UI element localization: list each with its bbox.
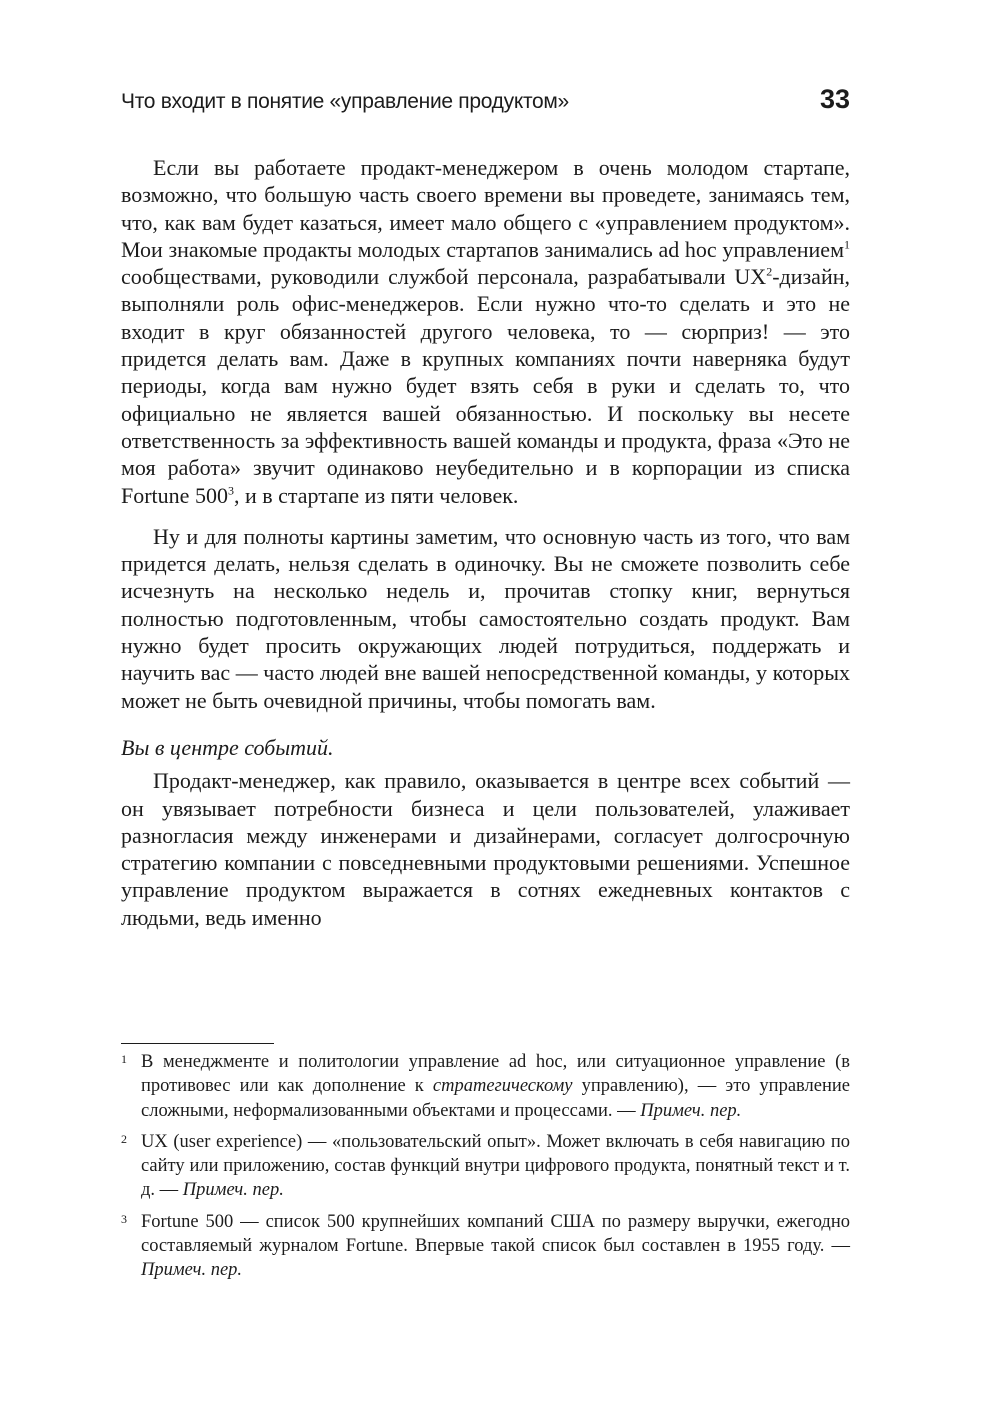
footnote-1 <box>121 1050 850 1123</box>
footnote-divider <box>121 1043 274 1044</box>
footnote-1-text-b: управлению), — это управление сложными, неформализованными объектами и процессами. — <box>141 1076 850 1121</box>
footnote-3-text: Fortune 500 — список 500 крупнейших компаний США по размеру выручки, ежегодно составляемый журналом Fortune. Впервые такой список был составлен в 1955 году. — <box>141 1211 850 1257</box>
running-title: Что входит в понятие «управление продуктом» <box>121 90 569 113</box>
footnote-ref-1[interactable]: 1 <box>844 237 850 252</box>
paragraph-1-text-d: , и в стартапе из пяти человек. <box>233 482 519 508</box>
footnote-1-number: 1 <box>121 1052 127 1066</box>
paragraph-1-text-a: Если вы работаете продакт-менеджером в очень молодом стартапе, возможно, что большую часть своего времени вы проведете, занимаясь тем, что, как вам будет казаться, имеет мало общего с «управлением продуктом». Мои знакомые продакты молодых стартапов занимались ad hoc управлением <box>121 155 850 262</box>
page-number: 33 <box>819 84 850 114</box>
page-header <box>121 84 850 120</box>
footnote-2 <box>121 1130 850 1203</box>
paragraph-1-text-b: сообществами, руководили службой персонала, разрабатывали UX <box>121 264 767 290</box>
paragraph-1-text-c: -дизайн, выполняли роль офис-менеджеров. Если нужно что-то сделать и это не входит в круг обязанностей другого человека, то — сюрприз! — это придется делать вам. Даже в крупных компаниях почти наверняка будут периоды, когда вам нужно будет взять себя в руки и сделать то, что официально не является вашей обязанностью. И поскольку вы несете ответственность за эффективность вашей команды и продукта, фраза «Это не моя работа» звучит одинаково неубедительно и в корпорации из списка Fortune 500 <box>121 264 850 508</box>
footnote-3 <box>121 1210 850 1283</box>
footnote-ref-3[interactable]: 3 <box>227 483 234 498</box>
section-heading: Вы в центре событий. <box>121 734 334 760</box>
paragraph-1 <box>121 154 850 509</box>
footnote-2-number: 2 <box>121 1131 127 1146</box>
footnote-1-text-a: В менеджменте и политологии управление ad hoc, или ситуационное управление (в противовес или как дополнение к <box>141 1052 850 1097</box>
footnote-3-translator-note: Примеч. пер. <box>141 1260 243 1281</box>
footnote-2-translator-note: Примеч. пер. <box>182 1180 284 1201</box>
footnote-1-emphasis: стратегическому <box>432 1076 573 1097</box>
footnotes <box>121 1050 850 1290</box>
main-text <box>121 154 850 931</box>
paragraph-3-text: Продакт-менеджер, как правило, оказывается в центре всех событий — он увязывает потребности бизнеса и цели пользователей, улаживает разногласия между инженерами и дизайнерами, согласует долгосрочную стратегию компании с повседневными продуктовыми решениями. Успешное управление продуктом выражается в сотнях ежедневных контактов с людьми, ведь именно <box>121 768 850 930</box>
footnote-1-translator-note: Примеч. пер. <box>640 1100 742 1121</box>
paragraph-3 <box>121 767 850 931</box>
footnote-ref-2[interactable]: 2 <box>766 264 773 279</box>
paragraph-2-text: Ну и для полноты картины заметим, что основную часть из того, что вам придется делать, нельзя сделать в одиночку. Вы не сможете позволить себе исчезнуть на несколько недель и, прочитав стопку книг, вернуться полностью подготовленным, чтобы самостоятельно создать продукт. Вам нужно будет просить окружающих людей потрудиться, поддержать и научить вас — часто людей вне вашей непосредственной команды, у которых может не быть очевидной причины, чтобы помогать вам. <box>121 523 850 713</box>
footnote-3-number: 3 <box>121 1211 127 1226</box>
footnote-2-text: UX (user experience) — «пользовательский опыт». Может включать в себя навигацию по сайту или приложению, состав функций внутри цифрового продукта, понятный текст и т. д. — <box>141 1131 850 1201</box>
paragraph-2 <box>121 523 850 714</box>
